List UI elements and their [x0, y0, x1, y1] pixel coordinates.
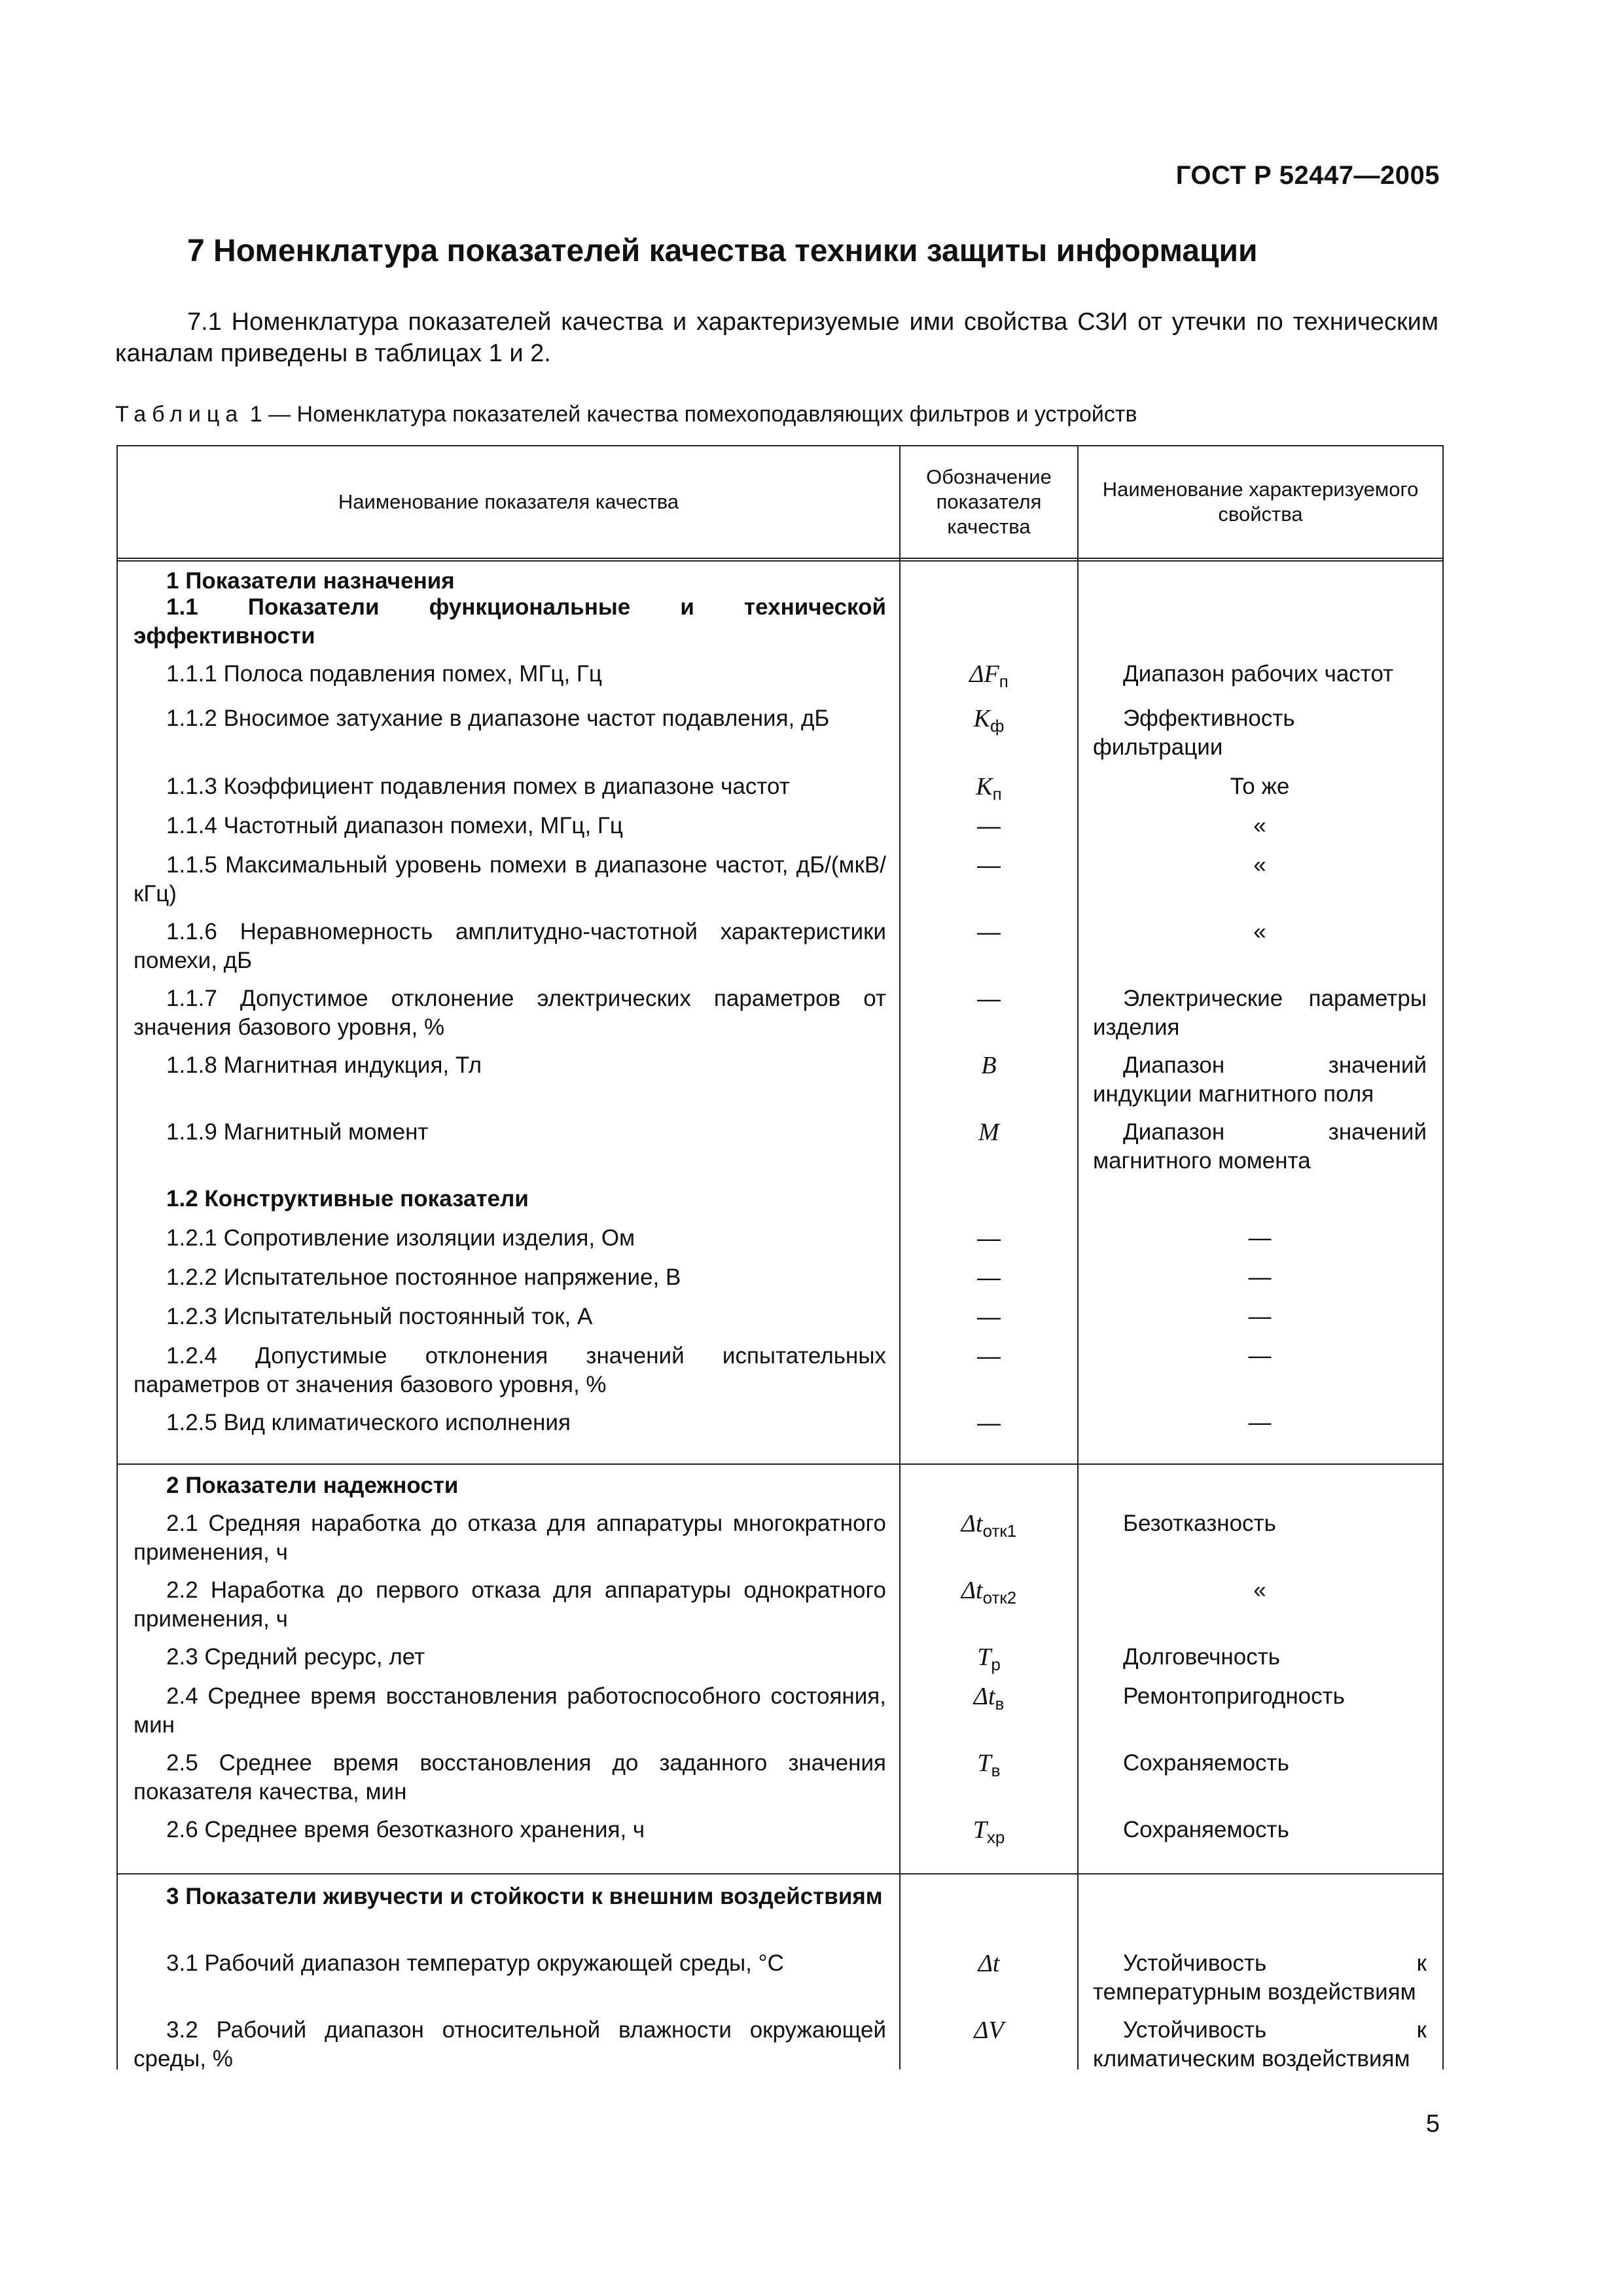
- symbol-main: Δt: [961, 1577, 983, 1604]
- indicator-symbol: —: [977, 985, 1001, 1012]
- indicator-symbol: —: [977, 852, 1001, 878]
- indicator-name: 3.2 Рабочий диапазон относительной влажности окружающей среды, %: [134, 2017, 886, 2072]
- indicator-symbol: —: [977, 1225, 1001, 1251]
- indicator-property: То же: [1230, 774, 1290, 799]
- group-heading: 3 Показатели живучести и стойкости к внешним воздействиям: [166, 1884, 883, 1909]
- indicator-name: 2.5 Среднее время восстановления до заданного значения показателя качества, мин: [134, 1750, 886, 1804]
- indicator-name: 1.2.1 Сопротивление изоляции изделия, Ом: [166, 1225, 635, 1251]
- quality-indicators-table: [116, 445, 1444, 2070]
- table-caption-text: 1 — Номенклатура показателей качества помехоподавляющих фильтров и устройств: [243, 402, 1137, 427]
- indicator-symbol: [901, 1576, 1077, 1612]
- symbol-subscript: отк2: [982, 1588, 1017, 1607]
- indicator-symbol: [901, 2016, 1077, 2045]
- indicator-property: Долговечность: [1123, 1644, 1280, 1670]
- indicator-name: 1.2.2 Испытательное постоянное напряжение, В: [166, 1265, 681, 1290]
- indicator-name: 1.1.8 Магнитная индукция, Тл: [166, 1052, 482, 1078]
- page-number: 5: [1425, 2110, 1440, 2138]
- indicator-symbol: —: [977, 1409, 1001, 1436]
- indicator-symbol: [901, 1118, 1077, 1147]
- indicator-property: Устойчивость к климатическим воздействиям: [1093, 2017, 1427, 2072]
- indicator-property: «: [1253, 852, 1266, 878]
- group-separator: [118, 1873, 1442, 1874]
- indicator-property: —: [1248, 1304, 1272, 1329]
- indicator-name: 3.1 Рабочий диапазон температур окружающей среды, °С: [166, 1950, 784, 1976]
- symbol-main: T: [977, 1749, 991, 1777]
- indicator-property: Электрические параметры изделия: [1093, 986, 1427, 1040]
- symbol-main: ΔF: [969, 660, 999, 688]
- indicator-name: 1.1.2 Вносимое затухание в диапазоне частот подавления, дБ: [166, 706, 830, 731]
- symbol-subscript: п: [999, 672, 1008, 691]
- section-title: 7 Номенклатура показателей качества техники защиты информации: [187, 234, 1258, 268]
- indicator-property: —: [1248, 1343, 1272, 1369]
- indicator-property: —: [1248, 1410, 1272, 1435]
- indicator-symbol: [901, 1682, 1077, 1718]
- indicator-name: 1.1.5 Максимальный уровень помехи в диапазоне частот, дБ/(мкВ/кГц): [134, 852, 886, 906]
- header-symbol: Обозначение показателя качества: [926, 465, 1052, 538]
- symbol-main: ΔV: [974, 2017, 1004, 2044]
- table-caption-label: Таблица: [115, 402, 244, 427]
- indicator-name: 2.3 Средний ресурс, лет: [166, 1644, 425, 1670]
- symbol-main: Δt: [973, 1683, 995, 1710]
- symbol-subscript: п: [992, 784, 1002, 804]
- indicator-symbol: [901, 1816, 1077, 1852]
- indicator-name: 1.1.6 Неравномерность амплитудно-частотной характеристики помехи, дБ: [134, 919, 886, 973]
- indicator-property: Сохраняемость: [1123, 1817, 1289, 1842]
- indicator-name: 1.1.1 Полоса подавления помех, МГц, Гц: [166, 661, 602, 687]
- header-name: Наименование показателя качества: [338, 490, 679, 513]
- indicator-name: 1.2.5 Вид климатического исполнения: [166, 1410, 571, 1435]
- symbol-main: T: [977, 1643, 991, 1671]
- indicator-symbol: —: [977, 1342, 1001, 1369]
- symbol-main: B: [981, 1052, 997, 1079]
- indicator-property: «: [1253, 1577, 1266, 1603]
- indicator-name: 1.1.4 Частотный диапазон помехи, МГц, Гц: [166, 813, 623, 838]
- indicator-name: 2.1 Средняя наработка до отказа для аппаратуры многократного применения, ч: [134, 1511, 886, 1565]
- indicator-name: 1.2.3 Испытательный постоянный ток, А: [166, 1304, 593, 1329]
- header-separator: [118, 558, 1442, 559]
- symbol-main: K: [976, 773, 993, 800]
- indicator-symbol: [901, 1509, 1077, 1545]
- symbol-subscript: в: [995, 1694, 1005, 1713]
- indicator-property: Сохраняемость: [1123, 1750, 1289, 1776]
- symbol-main: Δt: [978, 1950, 1000, 1977]
- indicator-property: —: [1248, 1225, 1272, 1251]
- symbol-subscript: р: [991, 1655, 1001, 1674]
- indicator-property: «: [1253, 919, 1266, 944]
- indicator-symbol: [901, 660, 1077, 696]
- symbol-main: M: [978, 1119, 999, 1146]
- indicator-symbol: [901, 1051, 1077, 1080]
- symbol-subscript: отк1: [982, 1521, 1017, 1541]
- indicator-symbol: [901, 1643, 1077, 1679]
- indicator-property: Диапазон рабочих частот: [1123, 661, 1394, 687]
- indicator-property: «: [1253, 813, 1266, 838]
- indicator-symbol: [901, 1749, 1077, 1785]
- indicator-symbol: —: [977, 1303, 1001, 1330]
- document-code: ГОСТ Р 52447—2005: [1175, 161, 1440, 190]
- indicator-property: Диапазон значений индукции магнитного поля: [1093, 1052, 1427, 1107]
- group-heading: 1.1 Показатели функциональные и технической эффективности: [134, 594, 886, 649]
- indicator-property: Диапазон значений магнитного момента: [1093, 1119, 1427, 1174]
- indicator-name: 1.1.7 Допустимое отклонение электрических параметров от значения базового уровня, %: [134, 986, 886, 1040]
- indicator-symbol: [901, 1949, 1077, 1978]
- symbol-main: K: [973, 705, 990, 732]
- indicator-name: 1.1.3 Коэффициент подавления помех в диапазоне частот: [166, 774, 790, 799]
- header-separator: [118, 560, 1442, 562]
- indicator-name: 2.4 Среднее время восстановления работоспособного состояния, мин: [134, 1683, 886, 1738]
- indicator-symbol: [901, 704, 1077, 740]
- indicator-name: 2.2 Наработка до первого отказа для аппаратуры однократного применения, ч: [134, 1577, 886, 1632]
- symbol-subscript: хр: [986, 1827, 1005, 1847]
- indicator-property: Устойчивость к температурным воздействиям: [1093, 1950, 1427, 2005]
- indicator-property: Эффективность фильтрации: [1093, 706, 1295, 760]
- symbol-subscript: в: [991, 1761, 1001, 1780]
- symbol-main: T: [972, 1816, 987, 1844]
- column-divider: [1077, 446, 1079, 2070]
- indicator-symbol: —: [977, 918, 1001, 945]
- indicator-name: 1.2.4 Допустимые отклонения значений испытательных параметров от значения базового уровня, %: [134, 1343, 886, 1397]
- header-property: Наименование характеризуемого свойства: [1102, 478, 1419, 526]
- indicator-name: 2.6 Среднее время безотказного хранения, ч: [166, 1817, 645, 1842]
- symbol-main: Δt: [961, 1510, 983, 1537]
- intro-paragraph: 7.1 Номенклатура показателей качества и характеризуемые ими свойства СЗИ от утечки по техническим каналам приведены в таблицах 1 и 2.: [115, 308, 1438, 367]
- indicator-symbol: —: [977, 812, 1001, 839]
- indicator-property: Безотказность: [1123, 1511, 1276, 1536]
- indicator-symbol: [901, 772, 1077, 808]
- indicator-symbol: —: [977, 1264, 1001, 1291]
- table-caption: [115, 402, 1137, 427]
- indicator-property: —: [1248, 1265, 1272, 1290]
- group-heading: 1 Показатели назначения: [166, 568, 455, 594]
- group-heading: 2 Показатели надежности: [166, 1473, 459, 1498]
- symbol-subscript: ф: [990, 716, 1005, 736]
- indicator-name: 1.1.9 Магнитный момент: [166, 1119, 429, 1145]
- group-heading: 1.2 Конструктивные показатели: [166, 1186, 529, 1211]
- indicator-property: Ремонтопригодность: [1123, 1683, 1345, 1709]
- group-separator: [118, 1463, 1442, 1465]
